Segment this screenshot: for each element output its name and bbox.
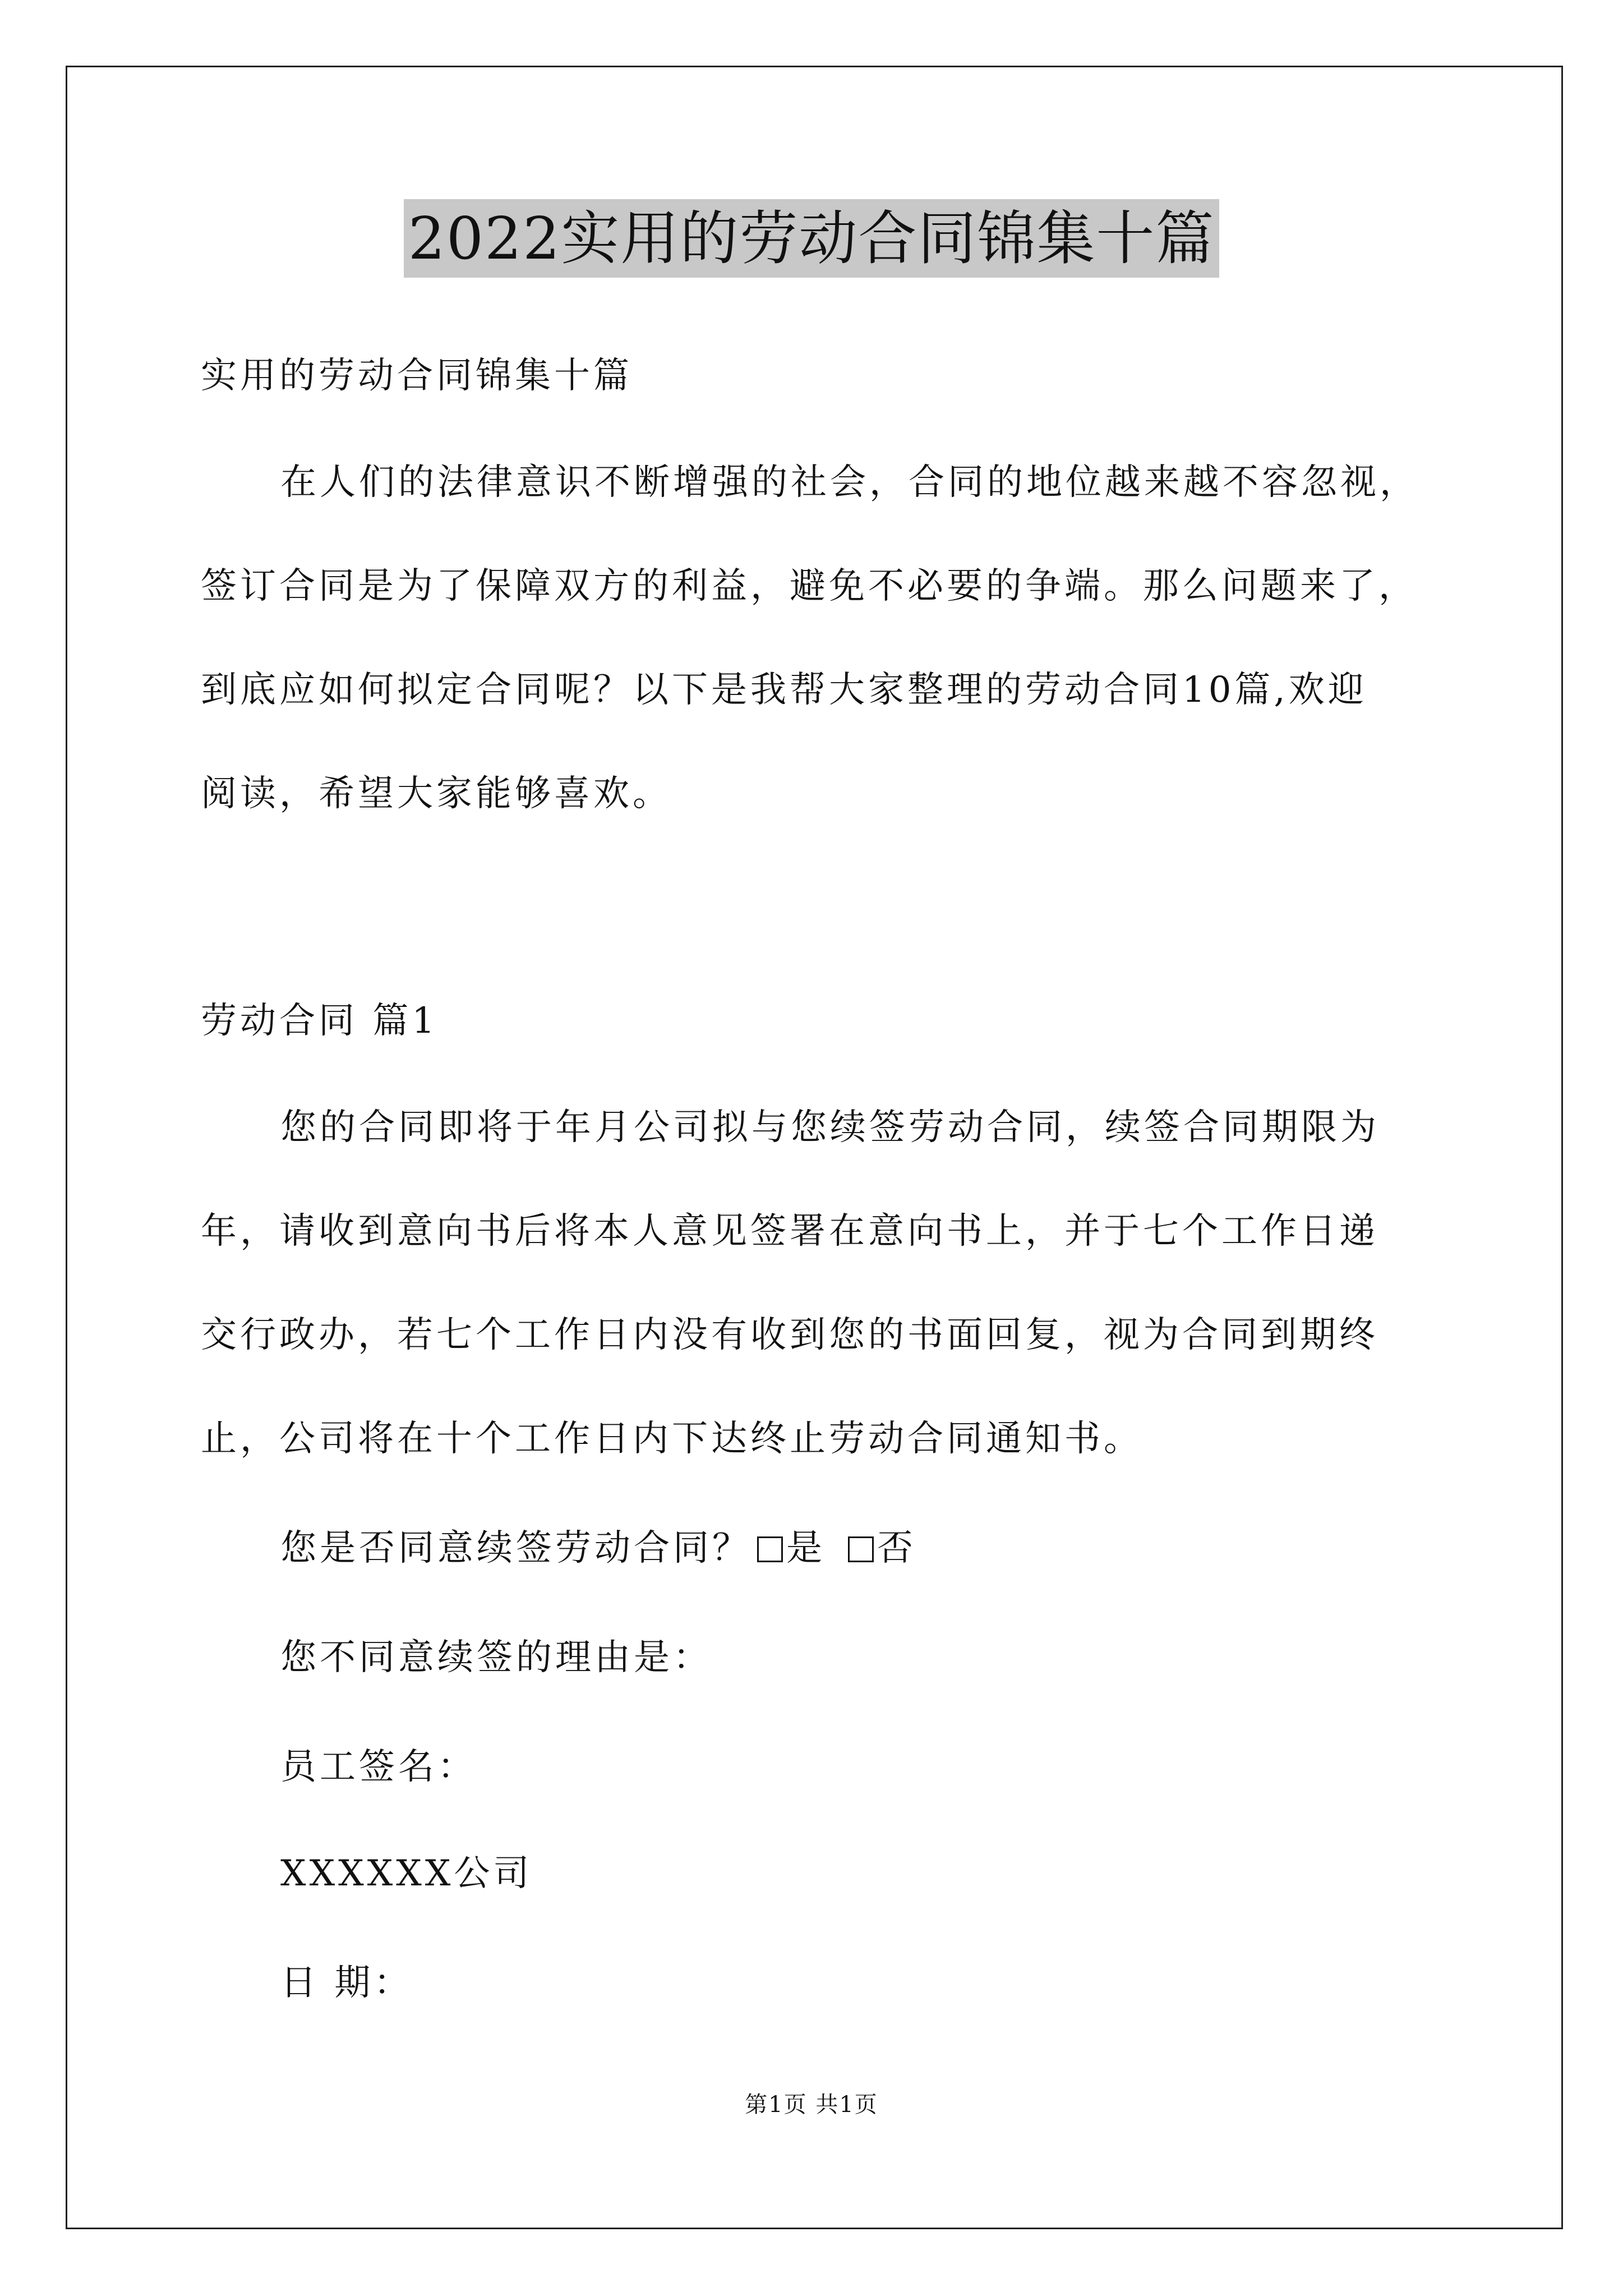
title-container (0, 199, 1623, 278)
renewal-question-text: 您是否同意续签劳动合同？ (280, 1527, 751, 1569)
body-line: 止，公司将在十个工作日内下达终止劳动合同通知书。 (201, 1418, 1143, 1460)
intro-line: 签订合同是为了保障双方的利益，避免不必要的争端。那么问题来了， (201, 565, 1418, 607)
body-line: 交行政办，若七个工作日内没有收到您的书面回复，视为合同到期终 (201, 1314, 1378, 1356)
no-checkbox[interactable] (848, 1536, 874, 1562)
no-option-label: 否 (877, 1527, 916, 1569)
page-footer: 第1页 共1页 (745, 2092, 878, 2118)
body-line: 您的合同即将于年月公司拟与您续签劳动合同，续签合同期限为 (280, 1107, 1380, 1148)
intro-line: 阅读，希望大家能够喜欢。 (201, 773, 672, 815)
renewal-question (280, 1526, 916, 1571)
document-title: 2022实用的劳动合同锦集十篇 (404, 199, 1220, 278)
body-line: 年，请收到意向书后将本人意见签署在意向书上，并于七个工作日递 (201, 1211, 1378, 1252)
company-label: XXXXXX公司 (280, 1853, 533, 1894)
signature-label: 员工签名： (280, 1746, 477, 1788)
section-heading: 劳动合同 篇1 (201, 1000, 439, 1042)
intro-line: 到底应如何拟定合同呢？以下是我帮大家整理的劳动合同10篇,欢迎 (201, 669, 1367, 711)
yes-checkbox[interactable] (757, 1536, 783, 1562)
intro-line: 在人们的法律意识不断增强的社会，合同的地位越来越不容忽视， (280, 462, 1419, 503)
reason-label: 您不同意续签的理由是： (280, 1637, 712, 1678)
document-subtitle: 实用的劳动合同锦集十篇 (201, 355, 633, 397)
date-label: 日 期： (280, 1962, 413, 2004)
yes-option-label: 是 (786, 1527, 826, 1569)
